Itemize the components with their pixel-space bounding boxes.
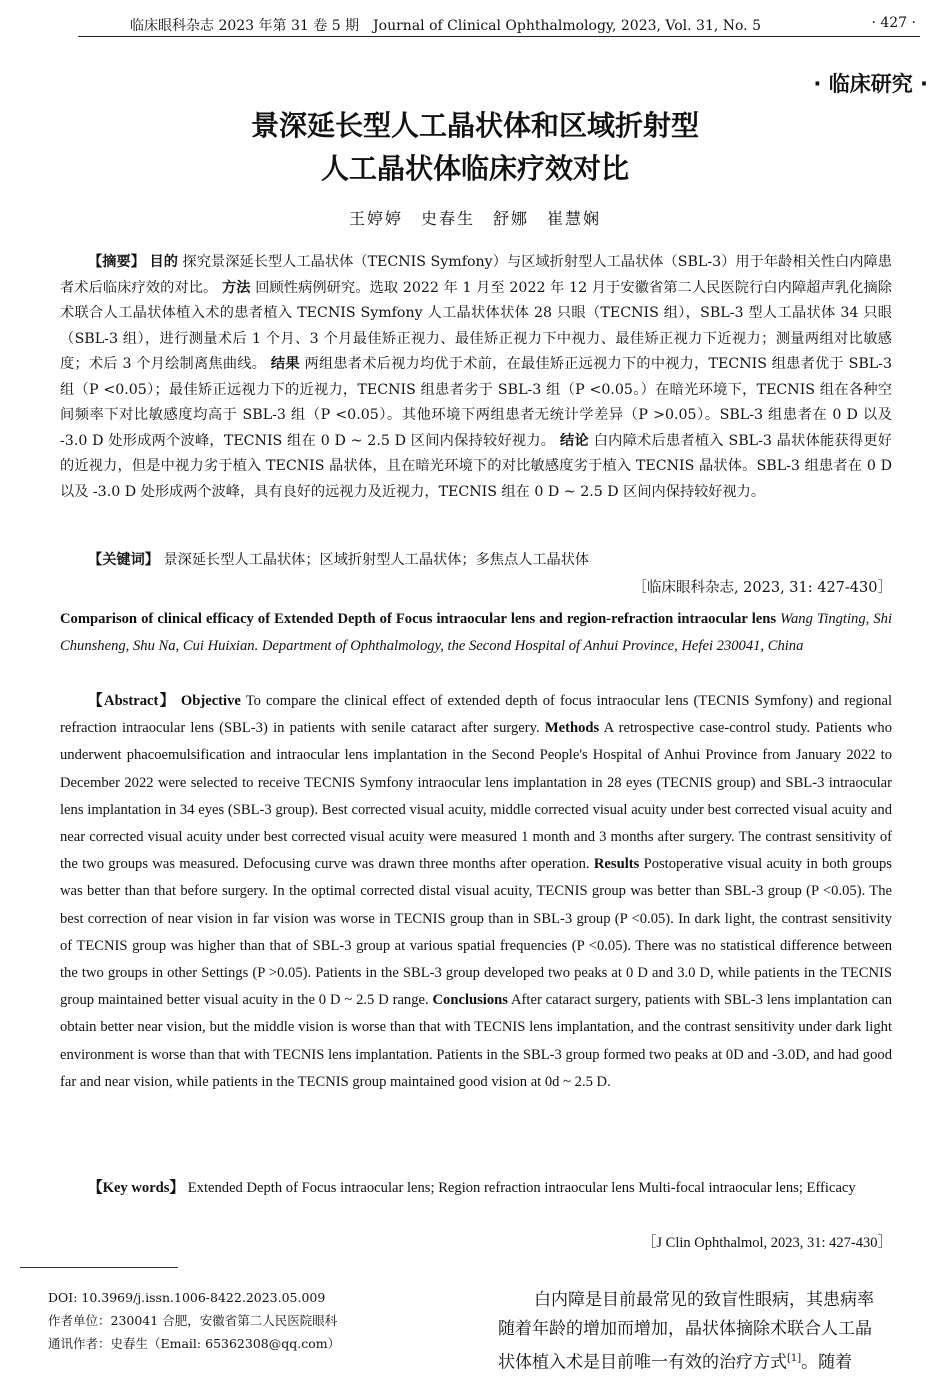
methods-cn-label: 方法 (221, 279, 251, 296)
conclusions-cn: 白内障术后患者植入 SBL-3 晶状体能获得更好的近视力，但是中视力劣于植入 TECNIS 晶状体，且在暗光环境下的对比敏感度劣于植入 TECNIS 晶状体。SBL-3 组患者在 0 D 以及 -3.0 D 处形成两个波峰，具有良好的远视力及近视力，TECNIS 组在 0 D ~ 2.5 D 区间内保持较好视力。 (60, 432, 892, 500)
section-tag: · 临床研究 · (813, 72, 928, 96)
keywords-en-label: 【Key words】 (88, 1180, 185, 1196)
journal-line: 临床眼科杂志 2023 年第 31 卷 5 期 Journal of Clinical Ophthalmology, 2023, Vol. 31, No. 5 (130, 18, 761, 34)
english-title-block (60, 606, 892, 660)
keywords-en-text: Extended Depth of Focus intraocular lens; Region refraction intraocular lens Multi-focal intraocular lens; Efficacy (187, 1180, 856, 1196)
body-text (498, 1286, 950, 1378)
footnote-rule (20, 1267, 178, 1268)
results-en-label: Results (593, 856, 640, 873)
footnote-corresponding: 通讯作者：史春生（Email: 65362308@qq.com） (48, 1336, 341, 1351)
body-line-3 (498, 1344, 950, 1378)
abstract-cn (60, 250, 892, 505)
methods-en-label: Methods (544, 720, 600, 737)
english-authors: Wang Tingting, Shi Chunsheng, Shu Na, Cui Huixian. Department of Ophthalmology, the Second Hospital of Anhui Province, Hefei 230041, China (60, 611, 892, 655)
title-line-1: 景深延长型人工晶状体和区域折射型 (250, 109, 699, 142)
conclusions-cn-label: 结论 (560, 432, 589, 449)
title-line-2: 人工晶状体临床疗效对比 (320, 152, 629, 185)
methods-en: A retrospective case-control study. Patients who underwent phacoemulsification and intraocular lens implantation in the Second People's Hospital of Anhui Province from January 2022 to December 2022 were selected to receive TECNIS Symfony intraocular lens implantation in 28 eyes (TECNIS group) and SBL-3 intraocular lens implantation in 34 eyes (SBL-3 group). Best corrected visual acuity, middle corrected visual acuity under best corrected visual acuity and near corrected visual acuity under best corrected visual acuity were measured 1 month and 3 months after surgery. The contrast sensitivity of the two groups was measured. Defocusing curve was drawn three months after operation. (60, 720, 893, 873)
objective-en: To compare the clinical effect of extended depth of focus intraocular lens (TECNIS Symfony) and regional refraction intraocular lens (SBL-3) in patients with senile cataract after surgery. (60, 693, 893, 737)
keywords-cn-text: 景深延长型人工晶状体；区域折射型人工晶状体；多焦点人工晶状体 (163, 552, 590, 568)
keywords-en (60, 1175, 892, 1202)
abstract-en (60, 688, 892, 1096)
authors-cn: 王婷婷 史春生 舒娜 崔慧娴 (348, 209, 601, 228)
body-line-3-end: 。随着 (801, 1352, 853, 1373)
results-en: Postoperative visual acuity in both groups was better than that before surgery. In the optimal corrected distal visual acuity, TECNIS group was better than SBL-3 group (P <0.05). The best correction of near vision in far vision was worse in TECNIS group than in SBL-3 group (P <0.05). In dark light, the contrast sensitivity of TECNIS group was higher than that of SBL-3 group at various spatial frequencies (P <0.05). There was no statistical difference between the two groups in other Settings (P >0.05). Patients in the SBL-3 group developed two peaks at 0 D and 3.0 D, while patients in the TECNIS group maintained better visual acuity in the 0 D ~ 2.5 D range. (60, 856, 892, 1009)
citation-cn: ［临床眼科杂志, 2023, 31: 427-430］ (632, 580, 892, 596)
footnote-affiliation: 作者单位：230041 合肥，安徽省第二人民医院眼科 (48, 1313, 338, 1328)
objective-en-label: Objective (180, 693, 241, 709)
abstract-cn-label: 【摘要】 (88, 254, 145, 270)
results-cn: 两组患者术后视力均优于术前，在最佳矫正远视力下的中视力，TECNIS 组患者优于 SBL-3 组（P <0.05）；最佳矫正远视力下的近视力，TECNIS 组患者劣于 SBL-3 组（P <0.05。）在暗光环境下，TECNIS 组在各种空间频率下对比敏感度均高于 SBL-3 组（P <0.05）。其他环境下两组患者无统计学差异（P >0.05）。SBL-3 组患者在 0 D 以及 -3.0 D 处形成两个波峰，TECNIS 组在 0 D ~ 2.5 D 区间内保持较好视力。 (60, 356, 892, 449)
body-line-3-text: 状体植入术是目前唯一有效的治疗方式 (498, 1352, 787, 1373)
citation-en: ［J Clin Ophthalmol, 2023, 31: 427-430］ (641, 1235, 892, 1251)
body-line-1: 白内障是目前最常见的致盲性眼病，其患病率 (534, 1290, 874, 1310)
footnote-doi: DOI: 10.3969/j.issn.1006-8422.2023.05.009 (48, 1290, 326, 1305)
conclusions-en: After cataract surgery, patients with SBL-3 lens implantation can obtain better near vision, but the middle vision is worse than that with TECNIS lens implantation, and the contrast sensitivity under dark light environment is worse than that with TECNIS lens implantation. Patients in the SBL-3 group formed two peaks at 0D and -3.0D, and had good far and near vision, while patients in the TECNIS group maintained good vision at 0d ~ 2.5 D. (60, 992, 893, 1090)
keywords-cn (60, 548, 892, 574)
objective-cn: 探究景深延长型人工晶状体（TECNIS Symfony）与区域折射型人工晶状体（SBL-3）用于年龄相关性白内障患者术后临床疗效的对比。 (60, 254, 892, 296)
abstract-en-label: 【Abstract】 (88, 693, 176, 709)
conclusions-en-label: Conclusions (432, 992, 508, 1009)
keywords-cn-label: 【关键词】 (88, 552, 159, 568)
english-title: Comparison of clinical efficacy of Extended Depth of Focus intraocular lens and region-refraction intraocular lens (60, 611, 777, 627)
methods-cn: 回顾性病例研究。选取 2022 年 1 月至 2022 年 12 月于安徽省第二人民医院行白内障超声乳化摘除术联合人工晶状体植入术的患者植入 TECNIS Symfony 人工晶状体状体 28 只眼（TECNIS 组），SBL-3 型人工晶状体 34 只眼（SBL-3 组），进行测量术后 1 个月、3 个月最佳矫正视力、最佳矫正视力下中视力、最佳矫正视力下近视力；测量两组对比敏感度；术后 3 个月绘制离焦曲线。 (60, 279, 892, 372)
body-line-2: 随着年龄的增加而增加，晶状体摘除术联合人工晶 (498, 1319, 872, 1339)
reference-marker[interactable]: [1] (787, 1353, 802, 1364)
page-number: · 427 · (871, 15, 916, 31)
running-header (78, 12, 920, 37)
results-cn-label: 结果 (270, 356, 300, 372)
objective-cn-label: 目的 (149, 254, 178, 270)
